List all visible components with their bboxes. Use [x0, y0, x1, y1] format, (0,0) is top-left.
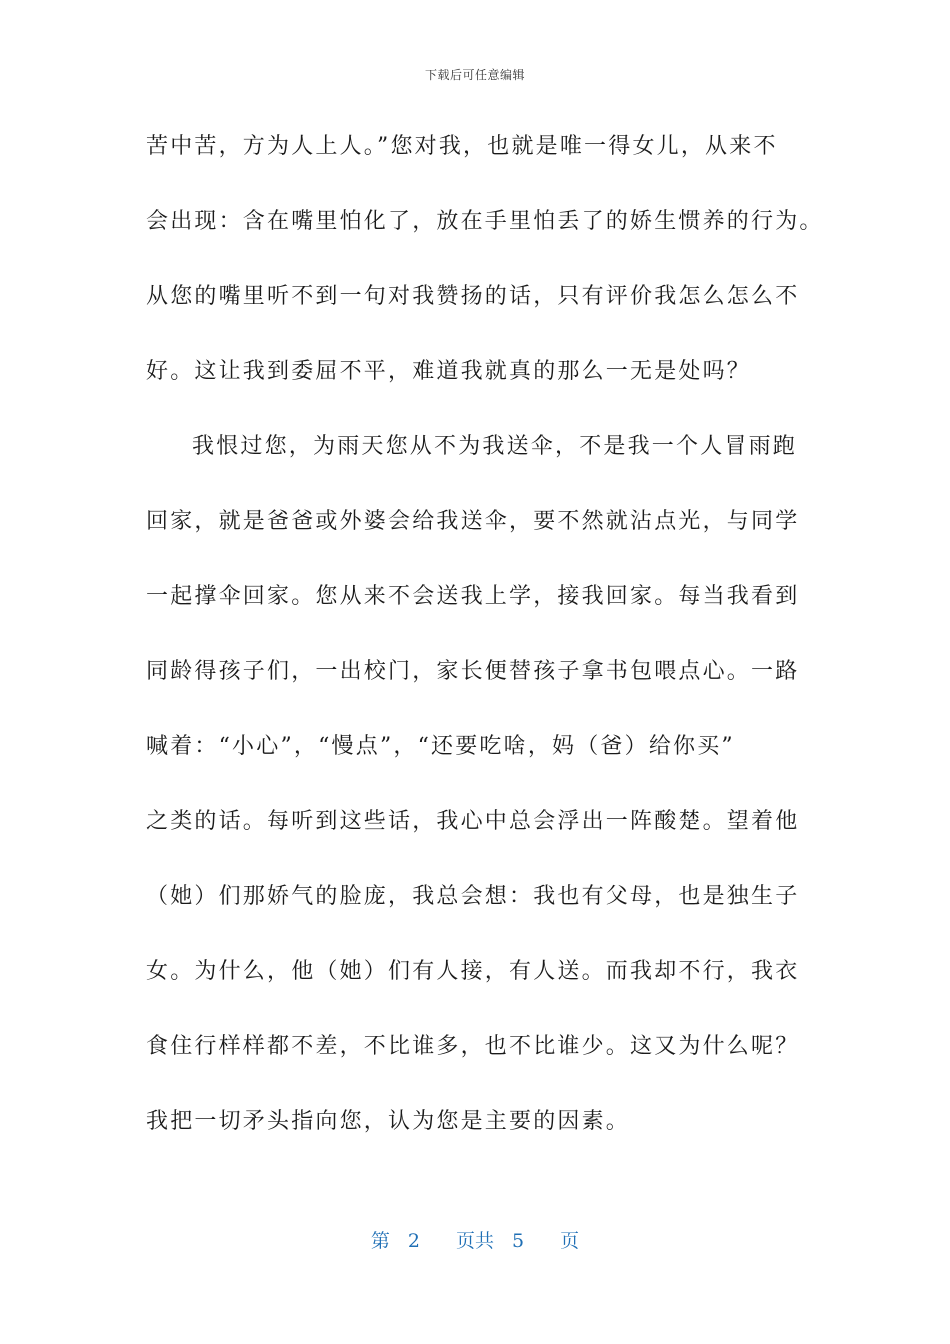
footer-middle: 页共: [455, 1230, 494, 1252]
body-line-1: 苦中苦，方为人上人。”您对我，也就是唯一得女儿，从来不: [146, 134, 778, 159]
body-line-6: 回家，就是爸爸或外婆会给我送伞，要不然就沾点光，与同学: [146, 509, 800, 534]
body-line-12: 女。为什么，他（她）们有人接，有人送。而我却不行，我衣: [146, 959, 800, 984]
body-line-11: （她）们那娇气的脸庞，我总会想：我也有父母，也是独生子: [146, 884, 800, 909]
page-header: 下载后可任意编辑: [424, 68, 525, 82]
body-line-10: 之类的话。每听到这些话，我心中总会浮出一阵酸楚。望着他: [146, 809, 800, 834]
body-line-8: 同龄得孩子们，一出校门，家长便替孩子拿书包喂点心。一路: [146, 659, 800, 684]
body-line-5: 我恨过您，为雨天您从不为我送伞，不是我一个人冒雨跑: [192, 434, 798, 459]
body-line-7: 一起撑伞回家。您从来不会送我上学，接我回家。每当我看到: [146, 584, 800, 609]
page-footer: [0, 1226, 950, 1253]
current-page-number: 2: [407, 1230, 420, 1252]
body-line-2: 会出现：含在嘴里怕化了，放在手里怕丢了的娇生惯养的行为。: [146, 209, 824, 234]
body-line-9: 喊着：“小心”，“慢点”，“还要吃啥，妈（爸）给你买”: [146, 734, 735, 759]
body-line-14: 我把一切矛头指向您，认为您是主要的因素。: [146, 1109, 631, 1134]
footer-prefix: 第: [370, 1230, 390, 1252]
body-line-3: 从您的嘴里听不到一句对我赞扬的话，只有评价我怎么怎么不: [146, 284, 800, 309]
body-line-4: 好。这让我到委屈不平，难道我就真的那么一无是处吗？: [146, 359, 752, 384]
total-pages-number: 5: [512, 1230, 525, 1252]
body-line-13: 食住行样样都不差，不比谁多，也不比谁少。这又为什么呢？: [146, 1034, 800, 1059]
footer-suffix: 页: [560, 1230, 580, 1252]
